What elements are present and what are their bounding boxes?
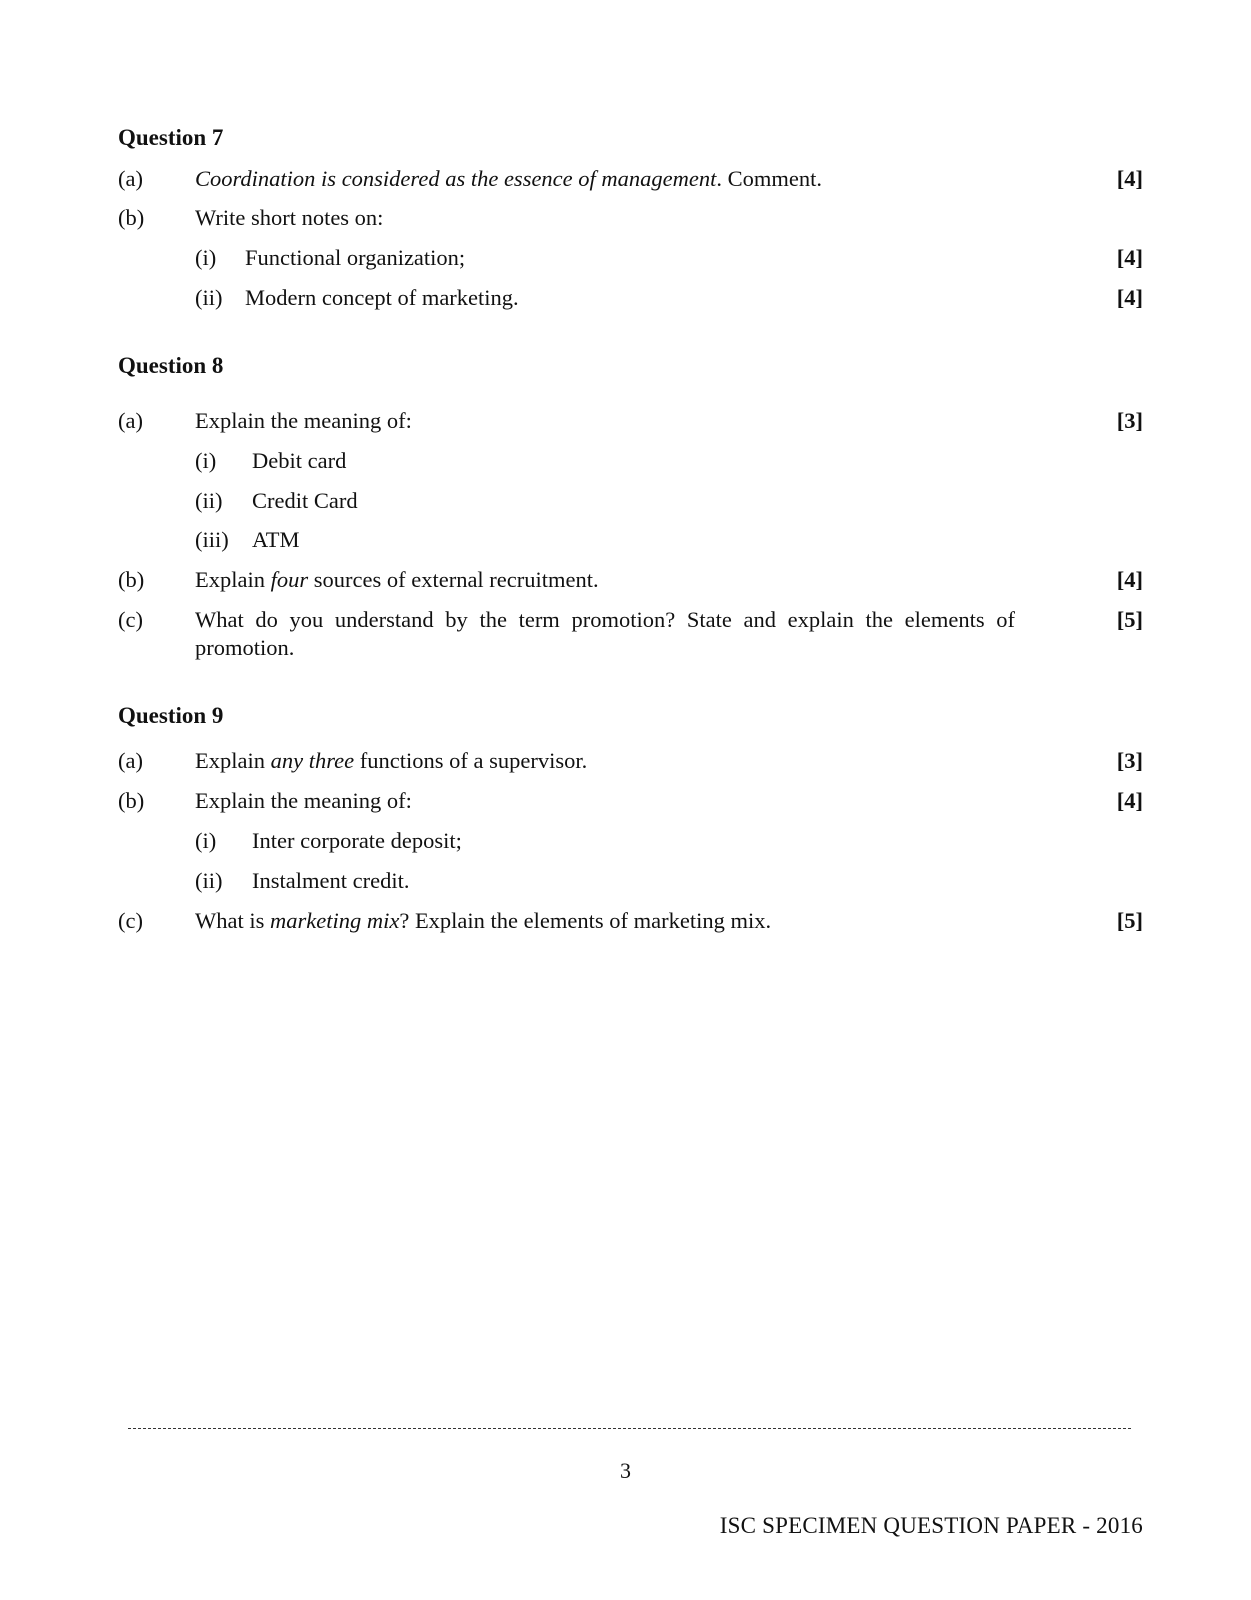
marks: [4] [1116,788,1143,813]
part-label: (c) [118,607,143,632]
marks: [3] [1116,408,1143,433]
italic-phrase: four [270,567,309,592]
subpart-text: Modern concept of marketing. [245,285,519,310]
marks: [4] [1116,245,1143,270]
text-pre: What is [195,908,270,933]
italic-phrase: marketing mix [269,908,400,933]
marks: [5] [1116,607,1143,632]
subpart-label: (ii) [195,488,223,513]
text-rest: ? Explain the elements of marketing mix. [399,908,772,933]
question-9b-text: Explain the meaning of: [195,788,412,813]
italic-phrase: any three [270,748,355,773]
subpart-label: (iii) [195,527,229,552]
subpart-text: Inter corporate deposit; [252,828,462,853]
text-pre: Explain [195,748,271,773]
question-8c-text: What do you understand by the term promotion? State and explain the elements of promotion. [195,607,1015,660]
part-label: (b) [118,205,145,230]
question-8a-text: Explain the meaning of: [195,408,412,433]
part-label: (a) [118,748,143,773]
marks: [4] [1116,567,1143,592]
marks: [4] [1116,285,1143,310]
question-8-heading: Question 8 [118,353,224,378]
part-label: (a) [118,166,143,191]
subpart-text: ATM [252,527,300,552]
question-7b-text: Write short notes on: [195,205,384,230]
marks: [3] [1116,748,1143,773]
footer-dashed-rule [128,1428,1131,1429]
subpart-label: (i) [195,245,217,270]
part-label: (c) [118,908,143,933]
subpart-text: Functional organization; [245,245,466,270]
text-rest: sources of external recruitment. [308,567,599,592]
question-7-heading: Question 7 [118,125,224,150]
footer-title: ISC SPECIMEN QUESTION PAPER - 2016 [719,1513,1143,1538]
question-9a-text [195,747,1035,775]
text-pre: Explain [195,567,271,592]
italic-phrase: Coordination is considered as the essence of management [195,166,717,191]
subpart-label: (ii) [195,285,223,310]
part-label: (b) [118,788,145,813]
subpart-text: Debit card [252,448,347,473]
subpart-text: Credit Card [252,488,358,513]
question-9c-text [195,907,1035,935]
subpart-label: (i) [195,828,217,853]
question-8b-text [195,566,1035,594]
subpart-text: Instalment credit. [252,868,410,893]
marks: [5] [1116,908,1143,933]
question-9-heading: Question 9 [118,703,224,728]
text-rest: . Comment. [716,166,823,191]
marks: [4] [1116,166,1143,191]
question-7a-text [195,165,1035,193]
part-label: (a) [118,408,143,433]
part-label: (b) [118,567,145,592]
subpart-label: (i) [195,448,217,473]
text-rest: functions of a supervisor. [354,748,588,773]
subpart-label: (ii) [195,868,223,893]
page-number: 3 [620,1458,631,1483]
